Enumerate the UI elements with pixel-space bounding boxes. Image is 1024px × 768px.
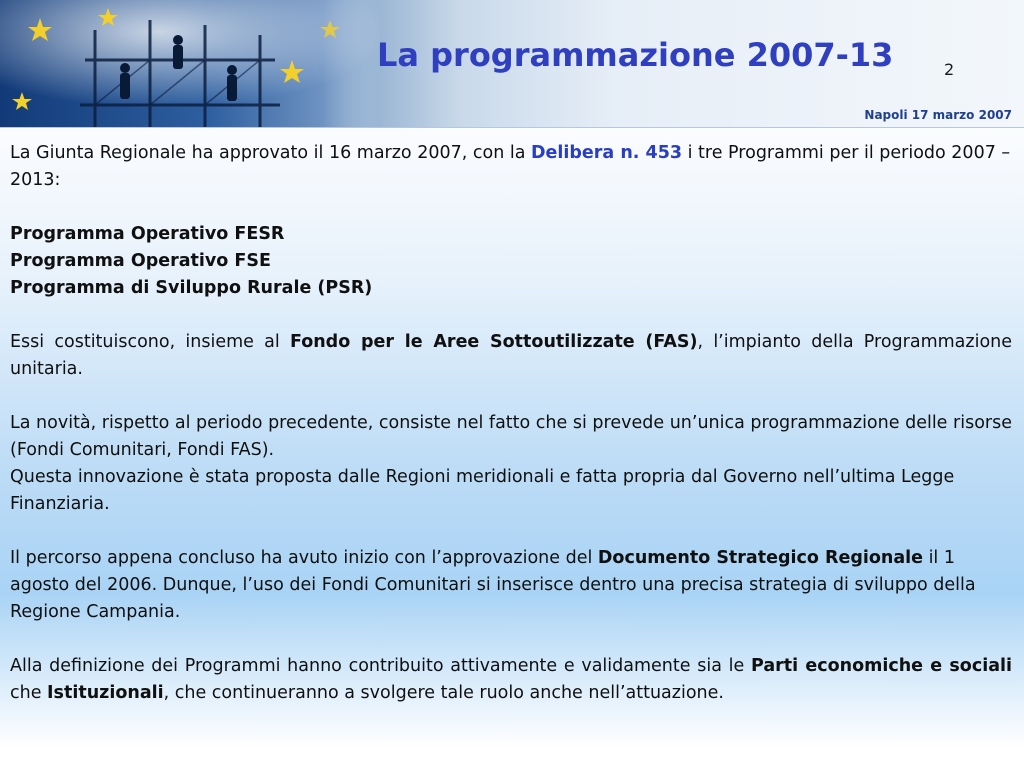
program-item: Programma Operativo FESR <box>10 224 285 244</box>
paragraph-text: il 1 agosto del 2006. Dunque, l’uso dei Fondi Comunitari si inserisce dentro una precisa strategia di sviluppo della Regione Campania. <box>10 548 976 622</box>
delibera-reference: Delibera n. 453 <box>531 143 683 163</box>
body-text <box>10 140 1012 707</box>
bold-term: Fondo per le Aree Sottoutilizzate (FAS) <box>289 332 698 352</box>
paragraph-text: La Giunta Regionale ha approvato il 16 marzo 2007, con la <box>10 143 531 163</box>
paragraph-fas <box>10 329 1012 383</box>
page-number: 2 <box>944 60 955 79</box>
paragraph-percorso <box>10 545 1012 626</box>
slide-header <box>0 0 1024 127</box>
program-item: Programma di Sviluppo Rurale (PSR) <box>10 278 373 298</box>
paragraph-definizione <box>10 653 1012 707</box>
header-photo-scaffold-eu-stars <box>0 0 380 127</box>
paragraph-novita: La novità, rispetto al periodo precedente, consiste nel fatto che si prevede un’unica programmazione delle risorse (Fondi Comunitari, Fondi FAS). <box>10 413 1012 460</box>
paragraph-delibera <box>10 140 1012 194</box>
paragraph-text: Essi costituiscono, insieme al <box>10 332 290 352</box>
paragraph-text: che <box>10 683 48 703</box>
program-item: Programma Operativo FSE <box>10 251 271 271</box>
bold-term: Istituzionali <box>47 683 164 703</box>
paragraph-text: i tre Programmi per il periodo 2007 – 2013: <box>10 143 1011 190</box>
location-date: Napoli 17 marzo 2007 <box>864 108 1012 122</box>
paragraph-innovazione: Questa innovazione è stata proposta dalle Regioni meridionali e fatta propria dal Governo nell’ultima Legge Finanziaria. <box>10 467 955 514</box>
slide-body <box>0 128 1024 748</box>
bold-term: Documento Strategico Regionale <box>597 548 923 568</box>
paragraph-text: Il percorso appena concluso ha avuto inizio con l’approvazione del <box>10 548 598 568</box>
bold-term: Parti economiche e sociali <box>750 656 1012 676</box>
paragraph-text: Alla definizione dei Programmi hanno contribuito attivamente e validamente sia le <box>10 656 751 676</box>
paragraph-text: , che continueranno a svolgere tale ruolo anche nell’attuazione. <box>163 683 724 703</box>
paragraph-text: , l’impianto della Programmazione unitaria. <box>10 332 1013 379</box>
slide-title: La programmazione 2007-13 <box>377 36 894 74</box>
